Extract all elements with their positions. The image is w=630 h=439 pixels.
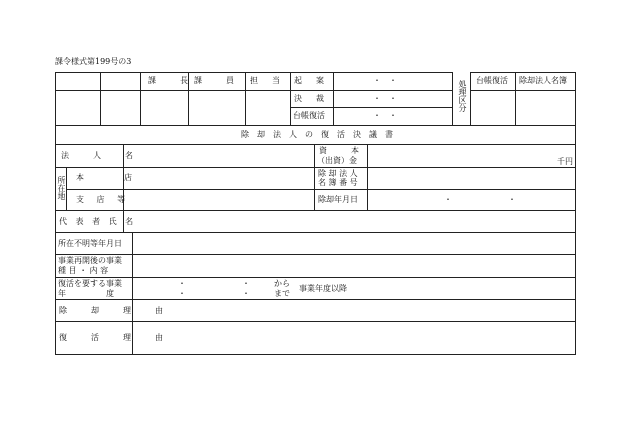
- business-label-1: 事業再開後の事業: [58, 256, 122, 265]
- removal-date-label: 除却年月日: [318, 195, 358, 204]
- location-label: 所在地: [57, 176, 66, 200]
- removed-label-1: 除 却 法 人: [318, 169, 358, 178]
- capital-unit: 千円: [557, 157, 573, 166]
- head-office-label: 本 店: [76, 173, 140, 182]
- row-decision-date: ・ ・: [373, 94, 397, 103]
- proc-ledger-revival: 台帳復活: [476, 76, 508, 85]
- row-draft-label: 起 案: [294, 76, 327, 85]
- fy-to-dots: ・ ・: [178, 289, 250, 298]
- form-number: 課令様式第199号の3: [55, 57, 132, 66]
- fy-from-dots: ・ ・: [178, 279, 250, 288]
- removal-date-value: ・ ・: [444, 195, 516, 204]
- proc-removed-list: 除却法人名簿: [519, 76, 567, 85]
- revival-reason-label: 復 活 理 由: [59, 333, 171, 342]
- form-title: 除却法人の復活決議書: [241, 130, 401, 139]
- header-section-chief: 課 長: [148, 76, 196, 85]
- row-draft-date: ・ ・: [373, 76, 397, 85]
- row-ledger-label: 台帳復活: [293, 111, 325, 120]
- fy-label-2: 年 度: [58, 289, 114, 298]
- fy-label-1: 復活を要する事業: [58, 279, 122, 288]
- capital-label-1: 資 本: [319, 146, 359, 155]
- removal-reason-label: 除 却 理 由: [59, 306, 171, 315]
- fy-after: 事業年度以降: [299, 284, 347, 293]
- removed-label-2: 名 簿 番 号: [318, 178, 358, 187]
- business-label-2: 種 目 ・ 内 容: [58, 266, 109, 275]
- fy-from-word: から: [274, 279, 290, 288]
- header-staff: 課 員: [194, 76, 242, 85]
- unknown-date-label: 所在不明等年月日: [58, 239, 122, 248]
- capital-label-2: （出資）金: [317, 156, 357, 165]
- corp-name-label: 法 人 名: [61, 151, 141, 160]
- fy-to-word: まで: [274, 289, 290, 298]
- representative-label: 代 表 者 氏 名: [59, 217, 137, 226]
- header-in-charge: 担 当: [250, 76, 283, 85]
- row-decision-label: 決 裁: [294, 94, 327, 103]
- branch-label: 支 店 等: [76, 195, 131, 204]
- row-ledger-date: ・ ・: [373, 111, 397, 120]
- processing-label: 処理区分: [458, 80, 467, 112]
